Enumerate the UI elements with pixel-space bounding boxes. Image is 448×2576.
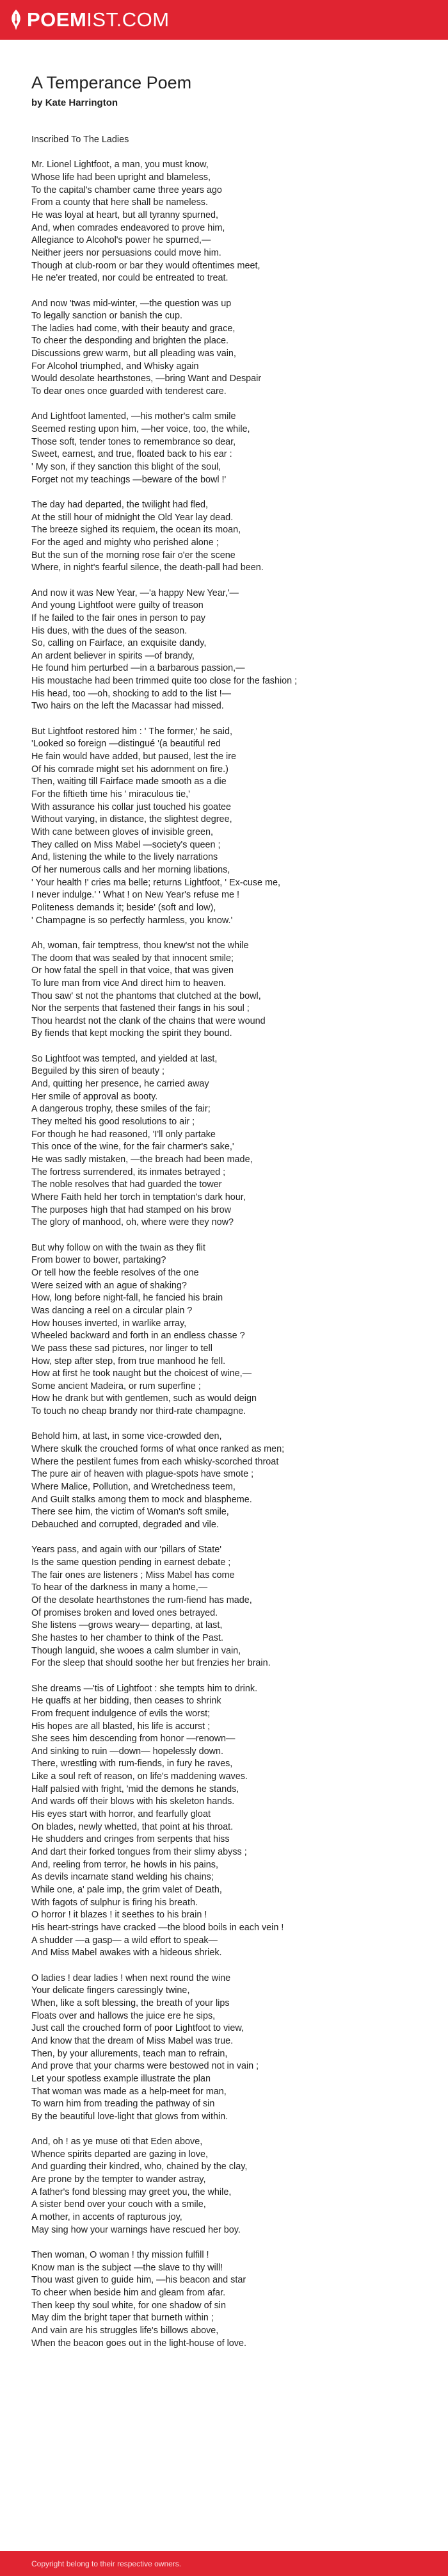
poem-line: Without varying, in distance, the slightest degree, [31, 814, 232, 825]
poem-dedication: Inscribed To The Ladies [31, 135, 129, 145]
poem-line: Let your spotless example illustrate the plan [31, 2073, 211, 2084]
poem-line: Ah, woman, fair temptress, thou knew'st not the while [31, 940, 249, 951]
poem-line: Of promises broken and loved ones betrayed. [31, 1607, 218, 1618]
poem-line: That woman was made as a help-meet for man, [31, 2086, 227, 2097]
poem-line: He quaffs at her bidding, then ceases to shrink [31, 1696, 221, 1707]
poem-line: Or tell how the feeble resolves of the one [31, 1267, 199, 1278]
poem-stanza [31, 411, 422, 486]
poem-line: To lure man from vice And direct him to heaven. [31, 978, 226, 989]
poem-line: While one, a' pale imp, the grim valet of Death, [31, 1885, 222, 1896]
poem-line: And guarding their kindred, who, chained by the clay, [31, 2162, 248, 2172]
poem-line: Where the pestilent fumes from each whisky-scorched throat [31, 1456, 279, 1467]
site-logo[interactable] [9, 8, 170, 31]
poem-line: 'Looked so foreign —distingué '(a beautiful red [31, 739, 221, 750]
poem-line: Allegiance to Alcohol's power he spurned,— [31, 235, 211, 246]
poem-line: Wheeled backward and forth in an endless chasse ? [31, 1331, 245, 1341]
poem-line: The noble resolves that had guarded the tower [31, 1179, 222, 1190]
poem-line: Then keep thy soul white, for one shadow of sin [31, 2300, 226, 2311]
poem-line: How, step after step, from true manhood he fell. [31, 1356, 226, 1366]
poem-line: I never indulge.' ' What ! on New Year's refuse me ! [31, 890, 240, 901]
poem-line: And, oh ! as ye muse oti that Eden above, [31, 2137, 203, 2147]
poem-line: With cane between gloves of invisible green, [31, 827, 213, 837]
poem-line: The breeze sighed its requiem, the ocean its moan, [31, 525, 241, 536]
poem-line: So, calling on Fairface, an exquisite dandy, [31, 638, 207, 649]
poem-line: Then, waiting till Fairface made smooth as a die [31, 776, 227, 787]
poem-line: To dear ones once guarded with tenderest care. [31, 386, 227, 397]
poem-line: To hear of the darkness in many a home,— [31, 1582, 208, 1593]
poem-line: When, like a soft blessing, the breath of your lips [31, 1998, 230, 2008]
poem-article [31, 72, 422, 2363]
copyright-text: Copyright belong to their respective owners. [31, 2559, 182, 2568]
poem-line: The purposes high that had stamped on his brow [31, 1204, 231, 1215]
poem-line: And prove that your charms were bestowed not in vain ; [31, 2061, 259, 2072]
poem-line: As devils incarnate stand welding his chains; [31, 1872, 214, 1883]
poem-line: Or how fatal the spell in that voice, that was given [31, 965, 234, 976]
poem-title: A Temperance Poem [31, 73, 192, 92]
poem-line: They melted his good resolutions to air ; [31, 1117, 195, 1128]
poem-line: This once of the wine, for the fair charmer's sake,' [31, 1142, 234, 1153]
poem-stanza [31, 726, 422, 928]
poem-line: To cheer when beside him and gleam from afar. [31, 2287, 226, 2298]
poem-line: If he failed to the fair ones in person to pay [31, 612, 205, 623]
poem-line: When the beacon goes out in the light-house of love. [31, 2338, 247, 2349]
poem-line: The doom that was sealed by that innocent smile; [31, 953, 234, 964]
poem-line: He fain would have added, but paused, lest the ire [31, 751, 237, 762]
poem-line: And Lightfoot lamented, —his mother's calm smile [31, 411, 236, 422]
poem-line: He was loyal at heart, but all tyranny spurned, [31, 209, 218, 220]
quill-pen-icon [9, 9, 23, 31]
poem-line: For the fiftieth time his ' miraculous tie,' [31, 789, 190, 800]
poem-stanza [31, 2249, 422, 2350]
poem-line: The pure air of heaven with plague-spots have smote ; [31, 1469, 254, 1480]
poem-line: At the still hour of midnight the Old Year lay dead. [31, 512, 234, 523]
poem-line: And, listening the while to the lively narrations [31, 852, 218, 863]
poem-line: O horror ! it blazes ! it seethes to his brain ! [31, 1910, 207, 1921]
poem-line: How at first he took naught but the choicest of wine,— [31, 1368, 252, 1379]
poem-line: O ladies ! dear ladies ! when next round the wine [31, 1973, 231, 1983]
poem-line: He ne'er treated, nor could be entreated to treat. [31, 273, 228, 284]
poem-line: A mother, in accents of rapturous joy, [31, 2212, 182, 2223]
poem-line: To legally sanction or banish the cup. [31, 311, 182, 322]
poem-line: And, reeling from terror, he howls in his pains, [31, 1859, 218, 1870]
brand-rest: IST.COM [86, 8, 170, 31]
poem-line: Where, in night's fearful silence, the death-pall had been. [31, 562, 264, 573]
poem-line: To touch no cheap brandy nor third-rate champagne. [31, 1406, 246, 1417]
poem-line: His hopes are all blasted, his life is accurst ; [31, 1721, 211, 1732]
poem-line: For the sleep that should soothe her but frenzies her brain. [31, 1658, 271, 1669]
poem-line: His dues, with the dues of the season. [31, 625, 188, 636]
poem-line: Politeness demands it; beside' (soft and low), [31, 902, 216, 913]
poem-line: Floats over and hallows the juice ere he sips, [31, 2010, 216, 2021]
poem-line: Is the same question pending in earnest debate ; [31, 1557, 231, 1568]
poem-line: Your delicate fingers caressingly twine, [31, 1985, 190, 1996]
poem-line: And sinking to ruin —down— hopelessly down. [31, 1746, 223, 1757]
poem-line: And know that the dream of Miss Mabel was true. [31, 2035, 234, 2046]
poem-line: With assurance his collar just touched his goatee [31, 801, 231, 812]
poem-stanza [31, 2136, 422, 2236]
poem-line: Her smile of approval as booty. [31, 1091, 158, 1102]
poem-line: Nor the serpents that fastened their fangs in his soul ; [31, 1003, 250, 1014]
poem-line: Forget not my teachings —beware of the bowl !' [31, 474, 227, 485]
poem-line: Thou wast given to guide him, —his beacon and star [31, 2275, 246, 2286]
poem-stanza [31, 1053, 422, 1229]
site-footer [0, 2551, 448, 2576]
poem-line: Of his comrade might set his adornment on fire.) [31, 764, 228, 775]
poem-line: Whence spirits departed are gazing in love, [31, 2149, 208, 2160]
poem-line: Two hairs on the left the Macassar had missed. [31, 701, 224, 712]
poem-line: Beguiled by this siren of beauty ; [31, 1066, 164, 1077]
poem-line: Would desolate hearthstones, —bring Want and Despair [31, 373, 262, 384]
poem-line: Though at club-room or bar they would oftentimes meet, [31, 260, 260, 271]
poem-line: Of the desolate hearthstones the rum-fiend has made, [31, 1595, 252, 1605]
poem-line: To warn him from treading the pathway of sin [31, 2099, 215, 2110]
poem-line: To cheer the desponding and brighten the place. [31, 336, 229, 347]
poem-line: The fair ones are listeners ; Miss Mabel has come [31, 1570, 235, 1580]
poem-line: Behold him, at last, in some vice-crowded den, [31, 1431, 222, 1442]
poem-line: Neither jeers nor persuasions could move him. [31, 247, 221, 258]
poem-line: With fagots of sulphur is firing his breath. [31, 1897, 198, 1908]
poem-line: But Lightfoot restored him : ' The former,' he said, [31, 726, 232, 737]
poem-stanza [31, 1973, 422, 2124]
author-link[interactable]: Kate Harrington [45, 97, 118, 108]
poem-stanza [31, 499, 422, 575]
poem-line: His eyes start with horror, and fearfully gloat [31, 1809, 211, 1820]
poem-line: ' Champagne is so perfectly harmless, you know.' [31, 915, 233, 926]
poem-line: Years pass, and again with our 'pillars of State' [31, 1545, 221, 1555]
poem-line: Are prone by the tempter to wander astray, [31, 2174, 206, 2185]
poem-stanza [31, 587, 422, 714]
poem-line: There, wrestling with rum-fiends, in fury he raves, [31, 1759, 233, 1769]
poem-line: A father's fond blessing may greet you, the while, [31, 2186, 232, 2197]
site-logo-text [27, 8, 170, 31]
poem-line: An ardent believer in spirits —of brandy, [31, 650, 195, 661]
poem-line: And now 'twas mid-winter, —the question was up [31, 298, 232, 309]
poem-line: She sees him descending from honor —renown— [31, 1734, 236, 1744]
poem-line: Thou heardst not the clank of the chains that were wound [31, 1015, 266, 1026]
poem-line: They called on Miss Mabel —society's queen ; [31, 839, 221, 850]
poem-line: How, long before night-fall, he fancied his brain [31, 1293, 223, 1304]
poem-line: Like a soul reft of reason, on life's maddening waves. [31, 1771, 248, 1782]
poem-stanza [31, 1544, 422, 1670]
poem-line: We pass these sad pictures, nor linger to tell [31, 1343, 212, 1354]
poem-line: His heart-strings have cracked —the blood boils in each vein ! [31, 1923, 284, 1933]
poem-line: She dreams —'tis of Lightfoot : she tempts him to drink. [31, 1683, 258, 1694]
poem-line: By fiends that kept mocking the spirit they bound. [31, 1028, 232, 1039]
poem-line: He was sadly mistaken, —the breach had been made, [31, 1154, 253, 1165]
poem-line: She listens —grows weary— departing, at last, [31, 1620, 223, 1631]
poem-line: And now it was New Year, —'a happy New Year,'— [31, 587, 239, 598]
poem-line: Discussions grew warm, but all pleading was vain, [31, 349, 236, 359]
poem-line: How he drank but with gentlemen, such as would deign [31, 1393, 257, 1404]
poem-line: And Guilt stalks among them to mock and blaspheme. [31, 1494, 252, 1505]
poem-line: Mr. Lionel Lightfoot, a man, you must know, [31, 160, 209, 170]
poem-line: Half palsied with fright, 'mid the demons he stands, [31, 1784, 239, 1794]
poem-line: Debauched and corrupted, degraded and vile. [31, 1520, 219, 1530]
site-header [0, 0, 448, 40]
poem-line: On blades, newly whetted, that point at his throat. [31, 1821, 234, 1832]
poem-line: The fortress surrendered, its inmates betrayed ; [31, 1167, 226, 1177]
poem-body [31, 134, 422, 2350]
poem-line: A shudder —a gasp— a wild effort to speak— [31, 1935, 218, 1946]
poem-line: For the aged and mighty who perished alone ; [31, 537, 219, 548]
poem-line: Whose life had been upright and blameless, [31, 172, 211, 183]
poem-stanza [31, 940, 422, 1040]
poem-line: His head, too —oh, shocking to add to the list !— [31, 688, 231, 699]
poem-line: And vain are his struggles life's billows above, [31, 2325, 219, 2336]
poem-stanza [31, 298, 422, 398]
poem-line: But why follow on with the twain as they flit [31, 1242, 205, 1253]
poem-line: May sing how your warnings have rescued her boy. [31, 2224, 241, 2235]
poem-line: The day had departed, the twilight had fled, [31, 499, 209, 510]
poem-stanza [31, 1242, 422, 1418]
poem-line: Were seized with an ague of shaking? [31, 1280, 187, 1291]
poem-line: He found him perturbed —in a barbarous passion,— [31, 663, 245, 674]
poem-line: Then, by your allurements, teach man to refrain, [31, 2048, 228, 2059]
poem-line: ' My son, if they sanction this blight of the soul, [31, 462, 221, 473]
poem-line: And young Lightfoot were guilty of treason [31, 600, 204, 611]
poem-line: Those soft, tender tones to remembrance so dear, [31, 436, 236, 447]
poem-line: Where Malice, Pollution, and Wretchedness teem, [31, 1482, 236, 1493]
poem-line: And Miss Mabel awakes with a hideous shriek. [31, 1948, 222, 1958]
poem-line: Thou saw' st not the phantoms that clutched at the bowl, [31, 990, 261, 1001]
byline-prefix: by [31, 97, 43, 108]
poem-line: Though languid, she wooes a calm slumber in vain, [31, 1645, 241, 1656]
poem-line: A dangerous trophy, these smiles of the fair; [31, 1104, 211, 1115]
poem-line: And wards off their blows with his skeleton hands. [31, 1796, 235, 1807]
poem-line: Sweet, earnest, and true, floated back to his ear : [31, 449, 232, 460]
poem-line: Some ancient Madeira, or rum superfine ; [31, 1381, 201, 1391]
poem-line: There see him, the victim of Woman's soft smile, [31, 1507, 229, 1518]
poem-line: Seemed resting upon him, —her voice, too, the while, [31, 424, 250, 435]
brand-bold: POEM [27, 8, 87, 31]
poem-line: Just call the crouched form of poor Lightfoot to view, [31, 2023, 244, 2034]
poem-byline [31, 97, 422, 108]
poem-line: So Lightfoot was tempted, and yielded at last, [31, 1053, 218, 1064]
poem-line: And dart their forked tongues from their slimy abyss ; [31, 1847, 247, 1858]
poem-stanza [31, 1683, 422, 1960]
poem-line: And, quitting her presence, he carried away [31, 1079, 209, 1090]
poem-line: Was dancing a reel on a circular plain ? [31, 1305, 193, 1316]
poem-line: The ladies had come, with their beauty and grace, [31, 323, 236, 334]
poem-line: A sister bend over your couch with a smile, [31, 2199, 206, 2210]
poem-stanza [31, 1431, 422, 1531]
poem-line: His moustache had been trimmed quite too close for the fashion ; [31, 676, 298, 687]
poem-line: The glory of manhood, oh, where were they now? [31, 1217, 234, 1228]
poem-line: ' Your health !' cries ma belle; returns Lightfoot, ' Ex-cuse me, [31, 877, 280, 888]
poem-line: From bower to bower, partaking? [31, 1255, 166, 1266]
poem-stanza [31, 159, 422, 285]
poem-line: From frequent indulgence of evils the worst; [31, 1708, 211, 1719]
poem-line: Where Faith held her torch in temptation's dark hour, [31, 1192, 246, 1202]
poem-line: From a county that here shall be nameless. [31, 197, 208, 208]
poem-line: How houses inverted, in warlike array, [31, 1318, 187, 1329]
poem-line: She hastes to her chamber to think of the Past. [31, 1632, 223, 1643]
poem-line: And, when comrades endeavored to prove him, [31, 222, 225, 233]
poem-line: Of her numerous calls and her morning libations, [31, 864, 230, 875]
poem-line: For Alcohol triumphed, and Whisky again [31, 361, 199, 372]
poem-line: For though he had reasoned, 'I'll only partake [31, 1129, 216, 1140]
poem-line: But the sun of the morning rose fair o'er the scene [31, 550, 236, 561]
poem-line: By the beautiful love-light that glows from within. [31, 2111, 228, 2122]
poem-line: May dim the bright taper that burneth within ; [31, 2313, 214, 2324]
poem-line: Then woman, O woman ! thy mission fulfill ! [31, 2250, 209, 2261]
poem-line: To the capital's chamber came three years ago [31, 185, 222, 195]
poem-line: Where skulk the crouched forms of what once ranked as men; [31, 1444, 285, 1455]
poem-line: Know man is the subject —the slave to thy will! [31, 2262, 223, 2273]
poem-line: He shudders and cringes from serpents that hiss [31, 1834, 230, 1845]
